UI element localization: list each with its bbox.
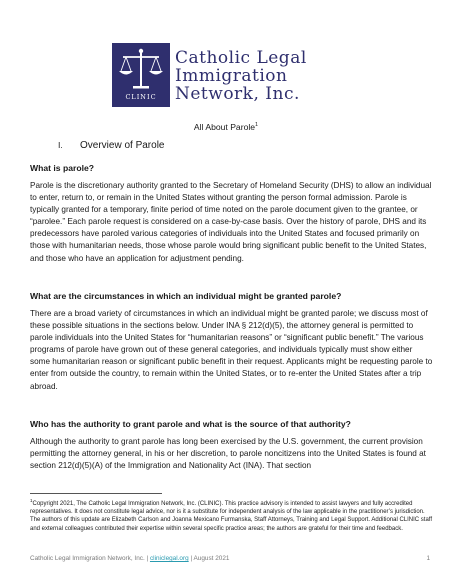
question-heading-2: What are the circumstances in which an individual might be granted parole? [30,291,342,301]
page-number: 1 [426,555,430,562]
footer-date: | August 2021 [190,555,230,562]
logo-line-1: Catholic Legal [175,48,307,68]
logo-line-3: Network, Inc. [175,84,300,104]
logo-wordmark [175,49,375,103]
section-heading-text: Overview of Parole [80,140,165,151]
title-footnote-marker[interactable]: 1 [255,122,259,129]
page-footer [30,555,229,562]
scales-of-justice-icon [112,43,170,107]
document-title-text: All About Parole [193,122,256,132]
paragraph-1: Parole is the discretionary authority granted to the Secretary of Homeland Security (DHS) to allow an individual to enter, return to, or remain in the United States without granting the person formal admission. Parole is typically granted for a temporary, finite period of time noted on the parole document given to the grantee, or “parolee.” Each parole request is considered on a case-by-case basis. Over the history of parole, DHS and its predecessors have paroled various categories of individuals into the United States and focused primarily on those with humanitarian needs, those whose parole would bring significant public benefit to the United States, and those who have an application for adjustment pending. [30,181,432,263]
logo-line-2: Immigration [175,66,288,86]
footer-org: Catholic Legal Immigration Network, Inc. | [30,555,149,562]
section-number: I. [58,140,63,150]
footer-website-link[interactable]: cliniclegal.org [149,555,189,562]
paragraph-2: There are a broad variety of circumstances in which an individual might be granted parole; we discuss most of these possible situations in the sections below. Under INA § 212(d)(5), the attorney general is permitted to parole individuals into the United States for “humanitarian reasons” or “significant public benefit.” The various programs of parole have grown out of these general categories, and individuals typically must show either some humanitarian reason or significant public benefit in their request. Applicants might be requesting parole to enter from outside the country, to remain within the United States, or to re-enter the United States after a trip abroad. [30,309,433,391]
footnote-marker: 1 [30,498,33,503]
footnote [30,497,432,533]
section-heading [58,140,164,151]
paragraph-3: Although the authority to grant parole has long been exercised by the U.S. government, the current provision permitting the attorney general, in his or her discretion, to parole noncitizens into the United States is found at section 212(d)(5)(A) of the Immigration and Nationality Act (INA). That section [30,437,426,471]
footnote-divider [30,493,162,494]
clinic-logo [112,43,342,113]
question-heading-1: What is parole? [30,163,94,173]
logo-badge-text: CLINIC [125,93,157,101]
footnote-text: Copyright 2021, The Catholic Legal Immigration Network, Inc. (CLINIC). This practice advisory is intended to assist lawyers and fully accredited representatives. It does not constitute legal advice, nor is it a substitute for independent analysis of the law applicable in the practitioner’s jurisdiction. The authors of this update are Elizabeth Carlson and Joanna Mexicano Furmanska, Staff Attorneys, Training and Legal Support. Additional CLINIC staff and external colleagues contributed their expertise within several specific practice areas; the authors are grateful for their time and feedback. [30,501,433,532]
question-heading-3: Who has the authority to grant parole and what is the source of that authority? [30,419,351,429]
document-title [0,122,452,132]
